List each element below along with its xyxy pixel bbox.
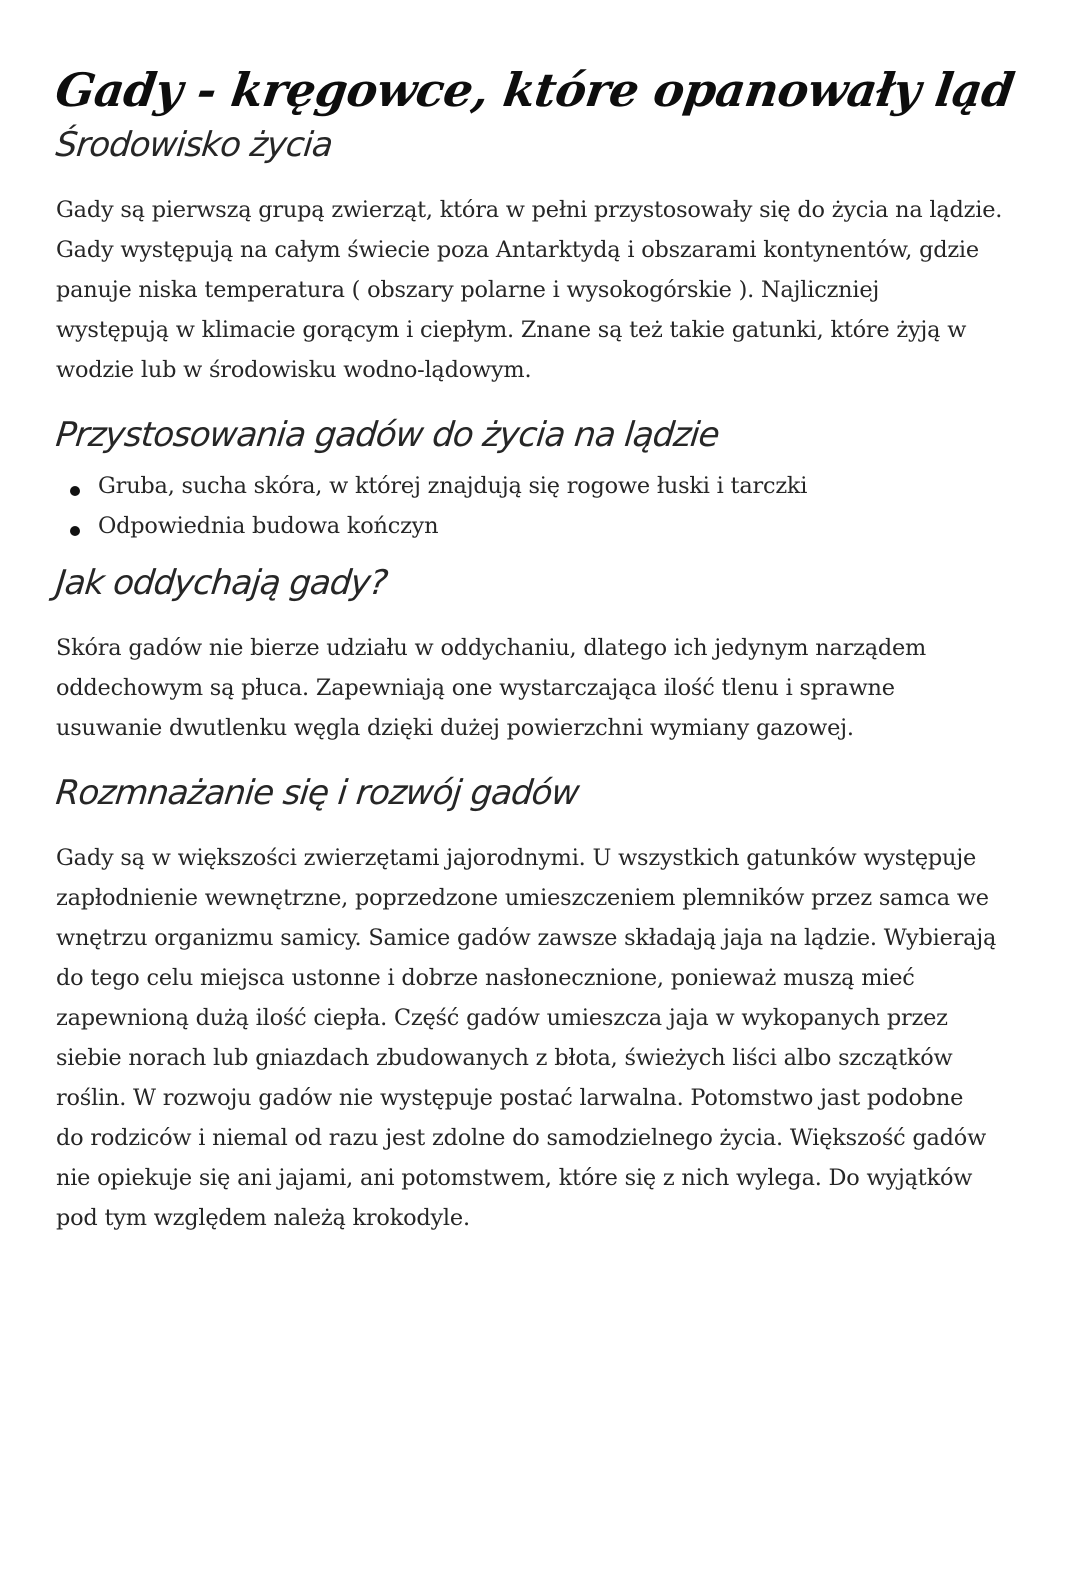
section-heading: Rozmnażanie się i rozwój gadów xyxy=(53,773,581,813)
paragraph-line: oddechowym są płuca. Zapewniają one wystarczająca ilość tlenu i sprawne xyxy=(56,675,895,701)
section-adaptations xyxy=(53,412,1036,546)
paragraph-line: zapewnioną dużą ilość ciepła. Część gadów umieszcza jaja w wykopanych przez xyxy=(56,1005,948,1031)
section-habitat xyxy=(53,122,1036,390)
section-heading: Jak oddychają gady? xyxy=(53,563,389,603)
paragraph-line: usuwanie dwutlenku węgla dzięki dużej powierzchni wymiany gazowej. xyxy=(56,715,854,741)
section-paragraph xyxy=(56,838,1036,1238)
list-item-text: Odpowiednia budowa kończyn xyxy=(98,513,439,539)
paragraph-line: nie opiekuje się ani jajami, ani potomstwem, które się z nich wylega. Do wyjątków xyxy=(56,1165,973,1191)
section-paragraph xyxy=(56,628,1036,748)
paragraph-line: wnętrzu organizmu samicy. Samice gadów zawsze składają jaja na lądzie. Wybierają xyxy=(56,925,997,951)
list-item-text: Gruba, sucha skóra, w której znajdują się rogowe łuski i tarczki xyxy=(98,473,808,499)
paragraph-line: Gady występują na całym świecie poza Antarktydą i obszarami kontynentów, gdzie xyxy=(56,237,979,263)
bullet-list xyxy=(56,466,1036,546)
section-paragraph xyxy=(56,190,1036,390)
list-item xyxy=(56,466,1036,506)
paragraph-line: do rodziców i niemal od razu jest zdolne do samodzielnego życia. Większość gadów xyxy=(56,1125,987,1151)
bullet-icon xyxy=(70,526,80,536)
paragraph-line: występują w klimacie gorącym i ciepłym. Znane są też takie gatunki, które żyją w xyxy=(56,317,967,343)
section-breathing xyxy=(53,560,1036,748)
page-title: Gady - kręgowce, które opanowały ląd xyxy=(52,63,1018,117)
paragraph-line: Skóra gadów nie bierze udziału w oddychaniu, dlatego ich jedynym narządem xyxy=(56,635,927,661)
list-item xyxy=(56,506,1036,546)
paragraph-line: do tego celu miejsca ustonne i dobrze nasłonecznione, ponieważ muszą mieć xyxy=(56,965,915,991)
paragraph-line: wodzie lub w środowisku wodno-lądowym. xyxy=(56,357,532,383)
paragraph-line: Gady są pierwszą grupą zwierząt, która w pełni przystosowały się do życia na lądzie. xyxy=(56,197,1003,223)
paragraph-line: siebie norach lub gniazdach zbudowanych z błota, świeżych liści albo szczątków xyxy=(56,1045,953,1071)
paragraph-line: panuje niska temperatura ( obszary polarne i wysokogórskie ). Najliczniej xyxy=(56,277,880,303)
paragraph-line: zapłodnienie wewnętrzne, poprzedzone umieszczeniem plemników przez samca we xyxy=(56,885,989,911)
section-heading: Przystosowania gadów do życia na lądzie xyxy=(53,415,721,455)
bullet-icon xyxy=(70,486,80,496)
paragraph-line: Gady są w większości zwierzętami jajorodnymi. U wszystkich gatunków występuje xyxy=(56,845,977,871)
section-reproduction xyxy=(53,770,1036,1238)
paragraph-line: pod tym względem należą krokodyle. xyxy=(56,1205,470,1231)
document-page xyxy=(52,60,1036,1238)
section-heading: Środowisko życia xyxy=(53,125,335,165)
paragraph-line: roślin. W rozwoju gadów nie występuje postać larwalna. Potomstwo jast podobne xyxy=(56,1085,964,1111)
